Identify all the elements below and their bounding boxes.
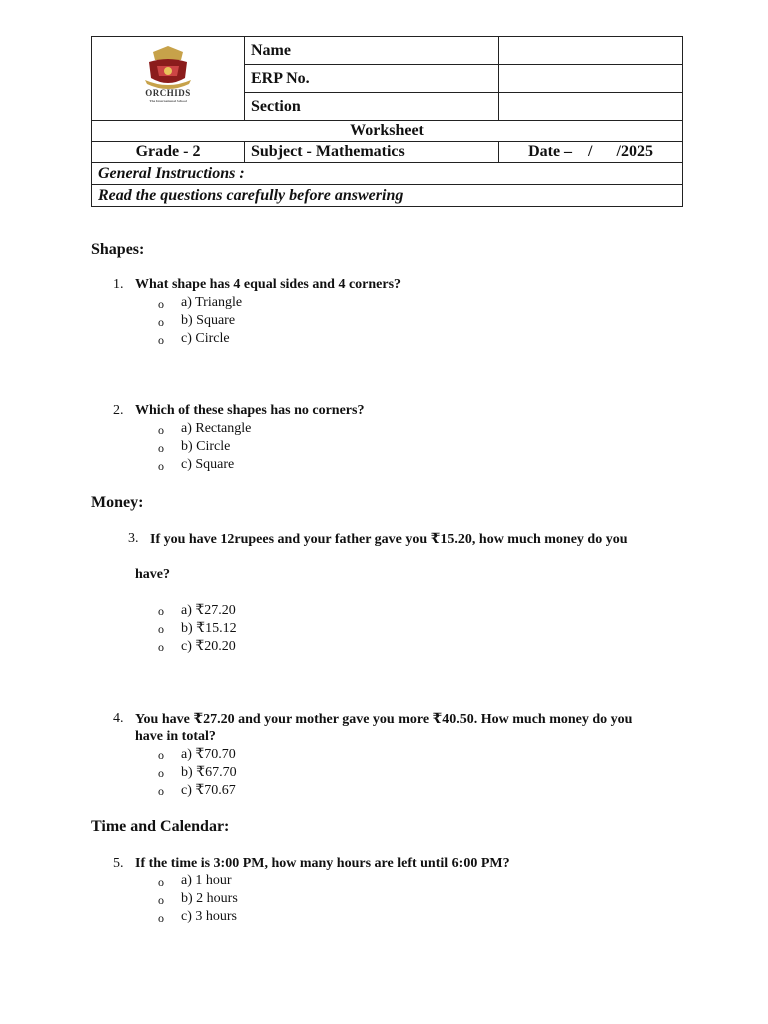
- bullet-icon: o: [158, 893, 164, 907]
- question-3-continuation: have?: [135, 567, 170, 582]
- question-number: 5.: [113, 856, 124, 871]
- section-field[interactable]: [499, 93, 683, 121]
- question-text: If the time is 3:00 PM, how many hours are left until 6:00 PM?: [135, 856, 510, 871]
- option[interactable]: c) ₹20.20: [181, 639, 236, 654]
- question-5: [113, 856, 510, 872]
- option[interactable]: a) ₹27.20: [181, 603, 236, 618]
- erp-field[interactable]: [499, 65, 683, 93]
- bullet-icon: o: [158, 875, 164, 889]
- question-text: If you have 12rupees and your father gave you ₹15.20, how much money do you: [150, 532, 628, 547]
- option[interactable]: b) 2 hours: [181, 891, 238, 906]
- worksheet-title: Worksheet: [92, 121, 683, 142]
- general-instructions-heading: General Instructions :: [92, 163, 683, 185]
- bullet-icon: o: [158, 459, 164, 473]
- bullet-icon: o: [158, 423, 164, 437]
- logo-subtext: The International School: [149, 98, 187, 103]
- grade-label: Grade - 2: [92, 142, 245, 163]
- option[interactable]: c) ₹70.67: [181, 783, 236, 798]
- question-number: 2.: [113, 403, 124, 418]
- bullet-icon: o: [158, 333, 164, 347]
- option[interactable]: b) ₹67.70: [181, 765, 237, 780]
- bullet-icon: o: [158, 315, 164, 329]
- bullet-icon: o: [158, 784, 164, 798]
- option[interactable]: b) Circle: [181, 439, 231, 454]
- instruction-text: Read the questions carefully before answering: [92, 185, 683, 207]
- question-2: [113, 403, 365, 419]
- question-number: 4.: [113, 711, 124, 726]
- question-text: What shape has 4 equal sides and 4 corners?: [135, 277, 402, 292]
- question-number: 3.: [128, 531, 139, 546]
- bullet-icon: o: [158, 441, 164, 455]
- bullet-icon: o: [158, 297, 164, 311]
- option[interactable]: a) Rectangle: [181, 421, 252, 436]
- section-label: Section: [245, 93, 499, 121]
- option[interactable]: c) Circle: [181, 331, 230, 346]
- header-table: [91, 36, 683, 207]
- option[interactable]: a) ₹70.70: [181, 747, 236, 762]
- erp-label: ERP No.: [245, 65, 499, 93]
- bullet-icon: o: [158, 622, 164, 636]
- question-text: Which of these shapes has no corners?: [135, 403, 365, 418]
- bullet-icon: o: [158, 911, 164, 925]
- school-logo-icon: [131, 40, 205, 114]
- option[interactable]: c) 3 hours: [181, 909, 237, 924]
- option[interactable]: c) Square: [181, 457, 235, 472]
- name-label: Name: [245, 37, 499, 65]
- bullet-icon: o: [158, 604, 164, 618]
- option[interactable]: a) 1 hour: [181, 873, 232, 888]
- question-4-continuation: have in total?: [135, 729, 216, 744]
- section-heading-time: Time and Calendar:: [91, 818, 230, 835]
- section-heading-money: Money:: [91, 494, 144, 511]
- option[interactable]: b) ₹15.12: [181, 621, 237, 636]
- bullet-icon: o: [158, 766, 164, 780]
- logo-text: ORCHIDS: [145, 87, 191, 98]
- question-1: [113, 277, 402, 293]
- date-label: Date – / /2025: [499, 142, 683, 163]
- logo-cell: [92, 37, 245, 121]
- option[interactable]: a) Triangle: [181, 295, 243, 310]
- question-3: [128, 531, 628, 548]
- bullet-icon: o: [158, 640, 164, 654]
- name-field[interactable]: [499, 37, 683, 65]
- option[interactable]: b) Square: [181, 313, 236, 328]
- bullet-icon: o: [158, 748, 164, 762]
- question-number: 1.: [113, 277, 124, 292]
- subject-label: Subject - Mathematics: [245, 142, 499, 163]
- section-heading-shapes: Shapes:: [91, 241, 145, 258]
- question-4: [113, 711, 633, 728]
- question-text: You have ₹27.20 and your mother gave you more ₹40.50. How much money do you: [135, 712, 633, 727]
